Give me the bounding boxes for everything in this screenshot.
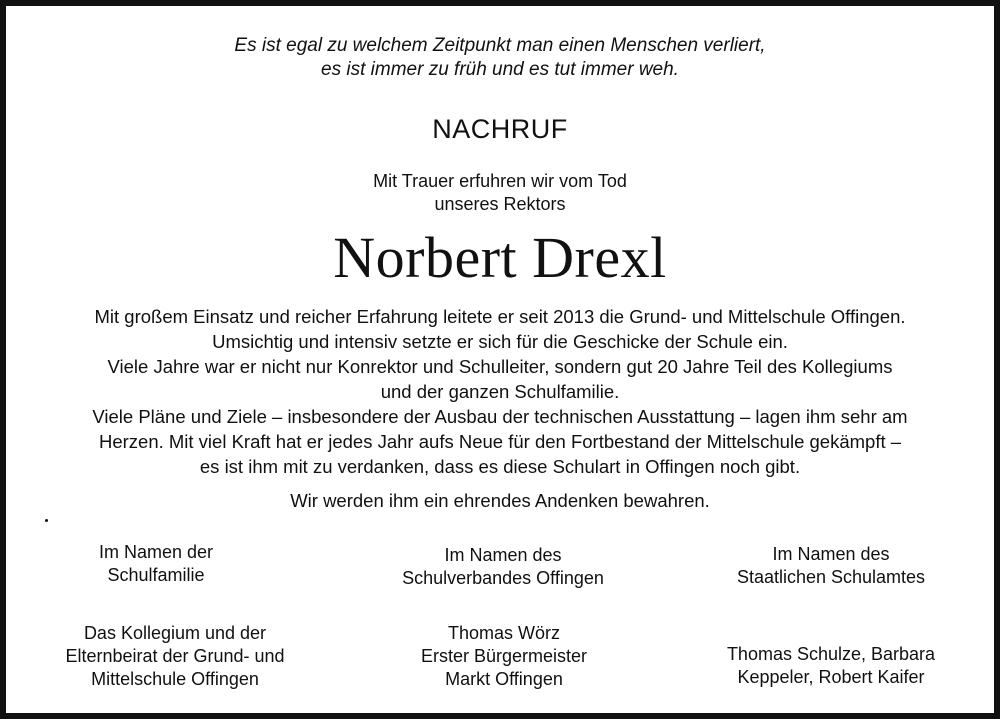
motto-line: Es ist egal zu welchem Zeitpunkt man einen Menschen verliert, — [234, 35, 766, 56]
signatory-middle-behalf — [378, 544, 628, 590]
closing-line: Wir werden ihm ein ehrendes Andenken bewahren. — [290, 490, 710, 511]
motto-line: es ist immer zu früh und es tut immer weh. — [321, 59, 679, 80]
behalf-line: Staatlichen Schulamtes — [736, 567, 926, 587]
motto-quote — [6, 34, 994, 82]
signatory-line: Thomas Schulze, Barbara — [726, 644, 936, 664]
signatory-middle-names — [386, 622, 622, 691]
signatory-line: Erster Bürgermeister — [420, 646, 588, 666]
tribute-line: und der ganzen Schulfamilie. — [380, 381, 620, 402]
behalf-line: Im Namen der — [98, 542, 214, 562]
signatory-line: Keppeler, Robert Kaifer — [737, 667, 925, 687]
intro-text — [6, 170, 994, 216]
tribute-line: Herzen. Mit viel Kraft hat er jedes Jahr aufs Neue für den Fortbestand der Mittelschule gekämpft – — [98, 431, 902, 452]
notice-heading: NACHRUF — [432, 114, 568, 144]
behalf-line: Schulfamilie — [107, 565, 205, 585]
print-dot — [45, 519, 48, 522]
behalf-line: Schulverbandes Offingen — [402, 568, 604, 588]
tribute-line: Mit großem Einsatz und reicher Erfahrung leitete er seit 2013 die Grund- und Mittelschule Offingen. — [94, 306, 906, 327]
intro-line: Mit Trauer erfuhren wir vom Tod — [373, 171, 627, 191]
signatory-right-names — [706, 643, 956, 689]
signatory-line: Thomas Wörz — [447, 623, 561, 643]
tribute-line: Umsichtig und intensiv setzte er sich für die Geschicke der Schule ein. — [212, 331, 788, 352]
intro-line: unseres Rektors — [434, 194, 566, 214]
behalf-line: Im Namen des — [772, 544, 890, 564]
deceased-name: Norbert Drexl — [333, 225, 667, 290]
signatory-right-behalf — [706, 543, 956, 589]
signatory-line: Elternbeirat der Grund- und — [65, 646, 285, 666]
signatory-left-behalf — [46, 541, 266, 587]
tribute-line: es ist ihm mit zu verdanken, dass es diese Schulart in Offingen noch gibt. — [199, 456, 801, 477]
tribute-text — [6, 304, 994, 479]
tribute-line: Viele Pläne und Ziele – insbesondere der Ausbau der technischen Ausstattung – lagen ihm sehr am — [92, 406, 908, 427]
signatory-line: Markt Offingen — [445, 669, 563, 689]
behalf-line: Im Namen des — [444, 545, 562, 565]
signatory-left-names — [50, 622, 300, 691]
tribute-line: Viele Jahre war er nicht nur Konrektor und Schulleiter, sondern gut 20 Jahre Teil des Kollegiums — [107, 356, 893, 377]
signatory-line: Mittelschule Offingen — [91, 669, 259, 689]
signatory-line: Das Kollegium und der — [83, 623, 267, 643]
